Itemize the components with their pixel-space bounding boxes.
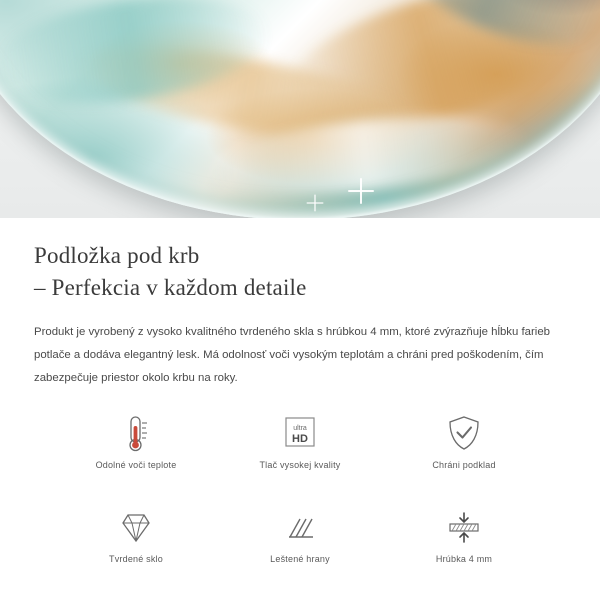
feature-item-tempered-glass	[54, 506, 218, 590]
glass-mat-image	[0, 0, 600, 218]
thermometer-icon	[119, 412, 153, 456]
marble-print-surface	[0, 0, 600, 218]
diamond-icon	[116, 506, 156, 550]
headline-line-1: Podložka pod krb	[34, 243, 200, 268]
page-title	[34, 240, 566, 303]
feature-label: Chráni podklad	[432, 459, 496, 470]
headline-line-2: – Perfekcia v každom detaile	[34, 274, 307, 300]
text-content	[0, 218, 600, 590]
thickness-arrows-icon	[443, 506, 485, 550]
polished-edges-icon	[280, 506, 320, 550]
ultra-hd-icon	[280, 412, 320, 456]
description-paragraph: Produkt je vyrobený z vysoko kvalitného tvrdeného skla s hrúbkou 4 mm, ktoré zvýrazňuje hĺbku farieb potlače a dodáva elegantný lesk. Má odolnosť voči vysokým teplotám a chráni pred poškodením, čím zabezpečuje priestor okolo krbu na roky.	[34, 326, 550, 385]
feature-label: Hrúbka 4 mm	[435, 553, 493, 564]
feature-label: Odolné voči teplote	[95, 459, 177, 470]
hero-image	[0, 0, 600, 218]
feature-label: Tvrdené sklo	[109, 553, 163, 564]
feature-item-thickness	[382, 506, 546, 590]
feature-item-print-quality	[218, 412, 382, 496]
svg-text:ultra: ultra	[293, 424, 307, 432]
svg-text:HD: HD	[292, 432, 308, 445]
feature-label: Tlač vysokej kvality	[259, 459, 341, 470]
feature-grid	[34, 412, 566, 590]
feature-label: Leštené hrany	[270, 553, 330, 564]
feature-item-heat-resistance	[54, 412, 218, 496]
feature-item-surface-protection	[382, 412, 546, 496]
feature-item-polished-edges	[218, 506, 382, 590]
shield-check-icon	[446, 412, 482, 456]
